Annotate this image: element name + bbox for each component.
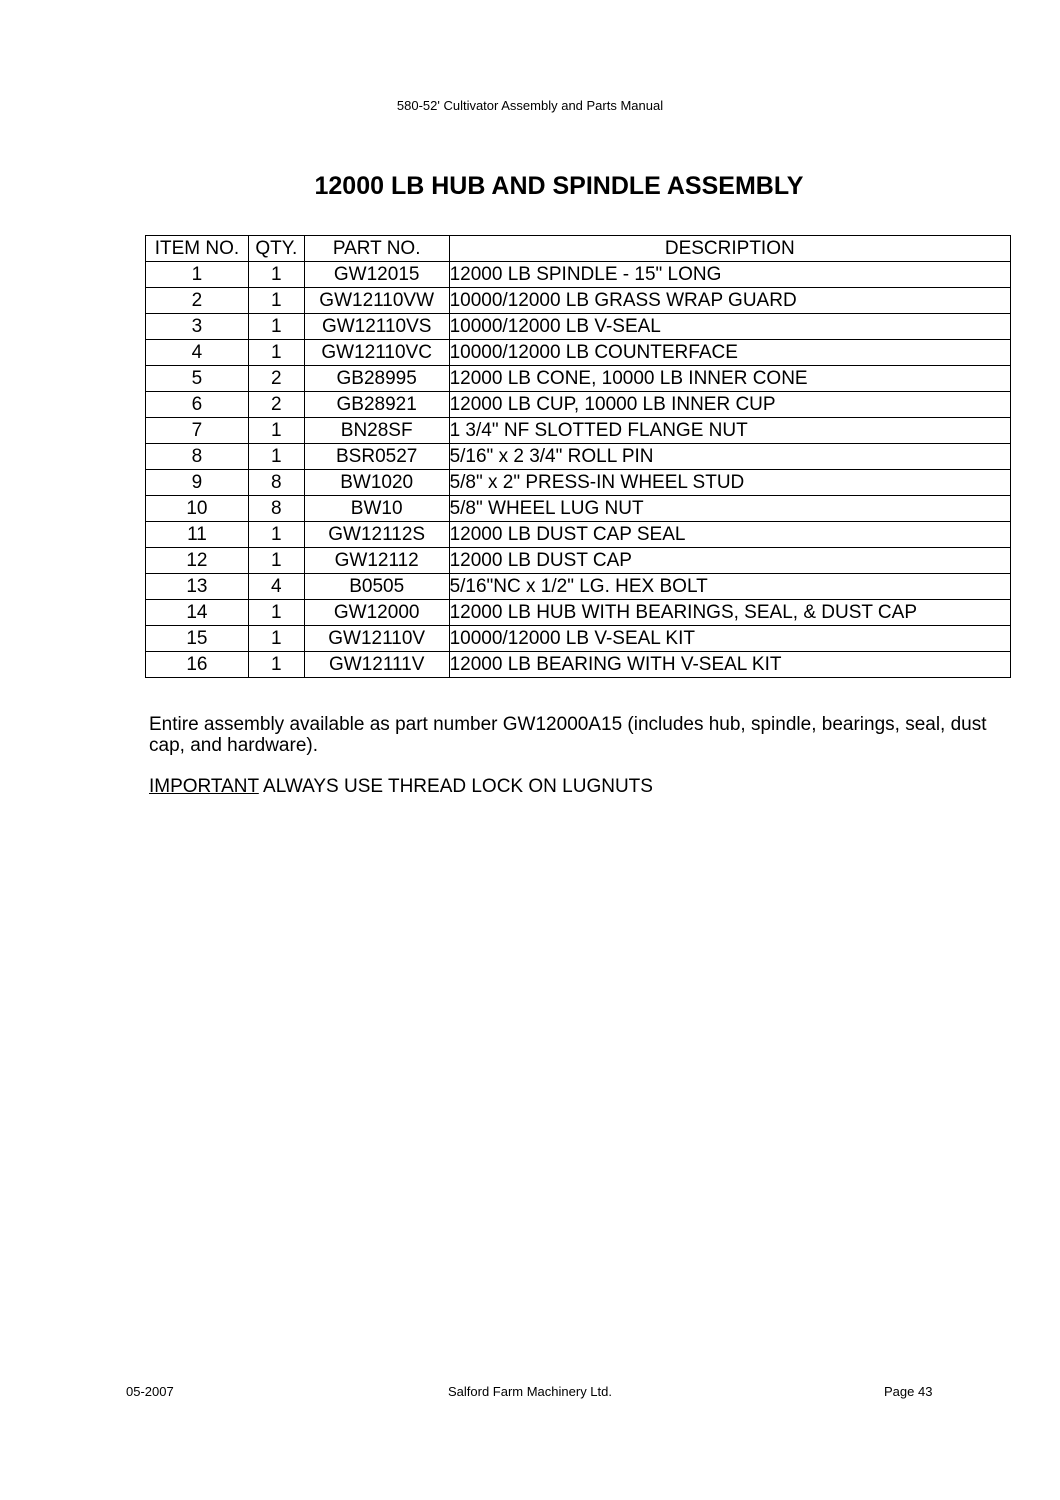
cell-description: 10000/12000 LB V-SEAL KIT <box>449 626 1010 652</box>
table-row <box>146 288 1011 314</box>
cell-description: 12000 LB CUP, 10000 LB INNER CUP <box>449 392 1010 418</box>
parts-table-body <box>146 262 1011 678</box>
cell-description: 10000/12000 LB COUNTERFACE <box>449 340 1010 366</box>
footer-page-number: Page 43 <box>884 1384 933 1399</box>
important-notice <box>149 776 653 798</box>
table-row <box>146 366 1011 392</box>
table-row <box>146 418 1011 444</box>
column-header-qty: QTY. <box>248 236 304 262</box>
parts-table <box>145 235 1011 678</box>
cell-part-no: GW12110VS <box>304 314 449 340</box>
cell-item-no: 9 <box>146 470 249 496</box>
assembly-note: Entire assembly available as part number GW12000A15 (includes hub, spindle, bearings, seal, dust cap, and hardware). <box>149 714 987 756</box>
important-label: IMPORTANT <box>149 776 259 797</box>
column-header-item-no: ITEM NO. <box>146 236 249 262</box>
column-header-description: DESCRIPTION <box>449 236 1010 262</box>
running-header: 580-52' Cultivator Assembly and Parts Manual <box>396 98 664 113</box>
important-text: ALWAYS USE THREAD LOCK ON LUGNUTS <box>258 776 653 797</box>
cell-description: 12000 LB DUST CAP <box>449 548 1010 574</box>
cell-part-no: GB28995 <box>304 366 449 392</box>
cell-description: 5/16"NC x 1/2" LG. HEX BOLT <box>449 574 1010 600</box>
cell-part-no: GW12110V <box>304 626 449 652</box>
cell-item-no: 3 <box>146 314 249 340</box>
cell-part-no: GW12111V <box>304 652 449 678</box>
cell-qty: 2 <box>248 366 304 392</box>
cell-qty: 1 <box>248 444 304 470</box>
cell-part-no: GW12000 <box>304 600 449 626</box>
table-row <box>146 600 1011 626</box>
cell-qty: 1 <box>248 418 304 444</box>
table-row <box>146 392 1011 418</box>
cell-qty: 1 <box>248 626 304 652</box>
table-row <box>146 652 1011 678</box>
cell-description: 5/8" x 2" PRESS-IN WHEEL STUD <box>449 470 1010 496</box>
cell-qty: 4 <box>248 574 304 600</box>
cell-part-no: BN28SF <box>304 418 449 444</box>
table-row <box>146 470 1011 496</box>
cell-part-no: BSR0527 <box>304 444 449 470</box>
cell-qty: 1 <box>248 262 304 288</box>
page-title: 12000 LB HUB AND SPINDLE ASSEMBLY <box>314 172 804 200</box>
cell-qty: 1 <box>248 314 304 340</box>
table-row <box>146 340 1011 366</box>
footer-date: 05-2007 <box>126 1384 174 1399</box>
cell-item-no: 14 <box>146 600 249 626</box>
cell-part-no: GW12112 <box>304 548 449 574</box>
cell-qty: 1 <box>248 652 304 678</box>
cell-qty: 8 <box>248 470 304 496</box>
cell-part-no: GW12015 <box>304 262 449 288</box>
cell-qty: 1 <box>248 340 304 366</box>
cell-part-no: GW12110VW <box>304 288 449 314</box>
cell-part-no: BW10 <box>304 496 449 522</box>
cell-description: 12000 LB DUST CAP SEAL <box>449 522 1010 548</box>
cell-description: 1 3/4" NF SLOTTED FLANGE NUT <box>449 418 1010 444</box>
cell-item-no: 11 <box>146 522 249 548</box>
table-row <box>146 314 1011 340</box>
cell-description: 12000 LB CONE, 10000 LB INNER CONE <box>449 366 1010 392</box>
cell-part-no: GW12112S <box>304 522 449 548</box>
footer-company: Salford Farm Machinery Ltd. <box>447 1384 612 1399</box>
cell-part-no: B0505 <box>304 574 449 600</box>
cell-item-no: 2 <box>146 288 249 314</box>
cell-part-no: BW1020 <box>304 470 449 496</box>
table-row <box>146 626 1011 652</box>
column-header-part-no: PART NO. <box>304 236 449 262</box>
table-row <box>146 262 1011 288</box>
table-row <box>146 548 1011 574</box>
cell-item-no: 7 <box>146 418 249 444</box>
cell-item-no: 1 <box>146 262 249 288</box>
cell-description: 12000 LB BEARING WITH V-SEAL KIT <box>449 652 1010 678</box>
cell-item-no: 6 <box>146 392 249 418</box>
cell-item-no: 4 <box>146 340 249 366</box>
cell-description: 5/8" WHEEL LUG NUT <box>449 496 1010 522</box>
table-row <box>146 496 1011 522</box>
cell-description: 10000/12000 LB V-SEAL <box>449 314 1010 340</box>
cell-item-no: 8 <box>146 444 249 470</box>
cell-item-no: 16 <box>146 652 249 678</box>
cell-part-no: GB28921 <box>304 392 449 418</box>
cell-qty: 1 <box>248 522 304 548</box>
cell-description: 5/16" x 2 3/4" ROLL PIN <box>449 444 1010 470</box>
cell-qty: 2 <box>248 392 304 418</box>
table-row <box>146 444 1011 470</box>
cell-item-no: 15 <box>146 626 249 652</box>
cell-qty: 1 <box>248 548 304 574</box>
cell-item-no: 13 <box>146 574 249 600</box>
cell-item-no: 12 <box>146 548 249 574</box>
cell-description: 12000 LB SPINDLE - 15" LONG <box>449 262 1010 288</box>
table-row <box>146 522 1011 548</box>
table-row <box>146 574 1011 600</box>
cell-part-no: GW12110VC <box>304 340 449 366</box>
cell-description: 10000/12000 LB GRASS WRAP GUARD <box>449 288 1010 314</box>
cell-qty: 1 <box>248 600 304 626</box>
cell-item-no: 10 <box>146 496 249 522</box>
table-header-row <box>146 236 1011 262</box>
cell-description: 12000 LB HUB WITH BEARINGS, SEAL, & DUST CAP <box>449 600 1010 626</box>
cell-qty: 1 <box>248 288 304 314</box>
cell-item-no: 5 <box>146 366 249 392</box>
cell-qty: 8 <box>248 496 304 522</box>
